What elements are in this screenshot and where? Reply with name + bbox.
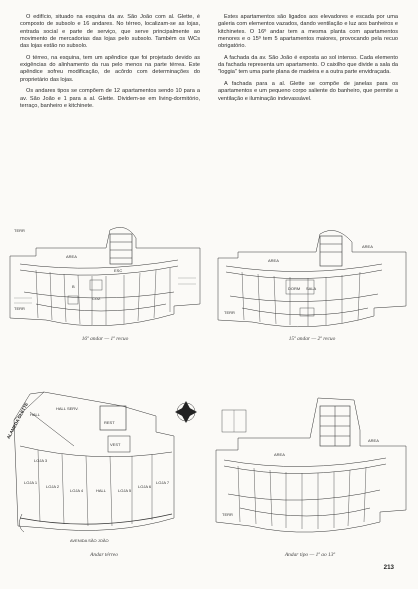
plan-label: LOJA 1 <box>24 480 38 485</box>
paragraph: O edifício, situado na esquina da av. São João com al. Glette, é composto de subsolo e 16 andares. No térreo, localizam-se as lojas, entrada social e parte de serviço, que serve principalmente ao movimento de mercadorias das lojas pelo subsolo. Também os WCs das lojas estão no subsolo. <box>20 14 200 50</box>
plan-caption: 16º andar — 1º recuo <box>81 336 129 342</box>
plan-label: TERR <box>222 512 233 517</box>
plan-label: AREA <box>268 258 279 263</box>
plan-caption: Andar tipo — 1º ao 13º <box>284 552 336 558</box>
plan-label: LOJA 4 <box>70 488 84 493</box>
floor-plan-15th-floor <box>212 208 412 336</box>
plan-label: AREA <box>368 438 379 443</box>
plan-label: VEST <box>110 442 121 447</box>
street-label: AVENIDA SÃO JOÃO <box>70 538 109 543</box>
plan-label: REST <box>104 420 115 425</box>
plan-label: TERR <box>224 310 235 315</box>
plan-label: AREA <box>66 254 77 259</box>
plan-label: LOJA 7 <box>156 480 170 485</box>
plan-label: HALL <box>30 412 41 417</box>
paragraph: A fachada para a al. Glette se compõe de janelas para os apartamentos e um pequeno corpo saliente do banheiro, que permite a ventilação e iluminação indevassável. <box>218 81 398 102</box>
plan-caption: 15º andar — 2º recuo <box>288 336 336 342</box>
plan-label: LOJA 2 <box>46 484 60 489</box>
floor-plan-16th-floor <box>6 208 204 336</box>
floor-plan-ground-floor <box>4 376 204 550</box>
plan-label: ESC <box>114 268 123 273</box>
plan-label: COZ <box>92 296 101 301</box>
floor-plan-typical-floor <box>210 376 410 550</box>
plan-label: HALL <box>96 488 107 493</box>
plan-label: AREA <box>362 244 373 249</box>
plan-label: TERR <box>14 228 25 233</box>
paragraph: Estes apartamentos são ligados aos elevadores e escada por uma galeria com elementos vazados, dando ventilação e luz aos banheiros e kitchinetes. O 16º andar tem a mesma planta com apartamentos menores e o 15º tem 5 apartamentos maiores, provocando pela recuo obrigatório. <box>218 14 398 50</box>
plan-label: HALL SERV. <box>56 406 79 411</box>
plan-label: TERR <box>14 306 25 311</box>
plan-label: LOJA 5 <box>118 488 132 493</box>
page-number: 213 <box>383 564 394 571</box>
plan-label: LOJA 3 <box>34 458 48 463</box>
plan-label: LOJA 6 <box>138 484 152 489</box>
paragraph: A fachada da av. São João é exposta ao sol intenso. Cada elemento da fachada representa um apartamento. O caixilho que divide a sala da "loggia" tem uma parte plana de madeira e a outra parte envidraçada. <box>218 54 398 76</box>
street-label: ALAMEDA GLETTE <box>5 401 30 440</box>
plan-label: DORM <box>288 286 301 291</box>
plan-label: AREA <box>274 452 285 457</box>
plan-label: SALA <box>306 286 317 291</box>
plan-caption: Andar térreo <box>90 552 118 558</box>
text-column-left <box>20 14 200 115</box>
paragraph: Os andares tipos se compõem de 12 apartamentos sendo 10 para a av. São João e 1 para a al. Glette. Dividem-se em living-dormitório, terraço, banheiro e kitchinete. <box>20 88 200 110</box>
paragraph: O térreo, na esquina, tem um apêndice que foi projetado devido as exigências do alinhamento da rua pelo menos na parte térrea. Este apêndice sofreu modificação, de acôrdo com determinações do proprietário das lojas. <box>20 54 200 83</box>
text-column-right <box>218 14 398 107</box>
plan-label: B <box>72 284 75 289</box>
